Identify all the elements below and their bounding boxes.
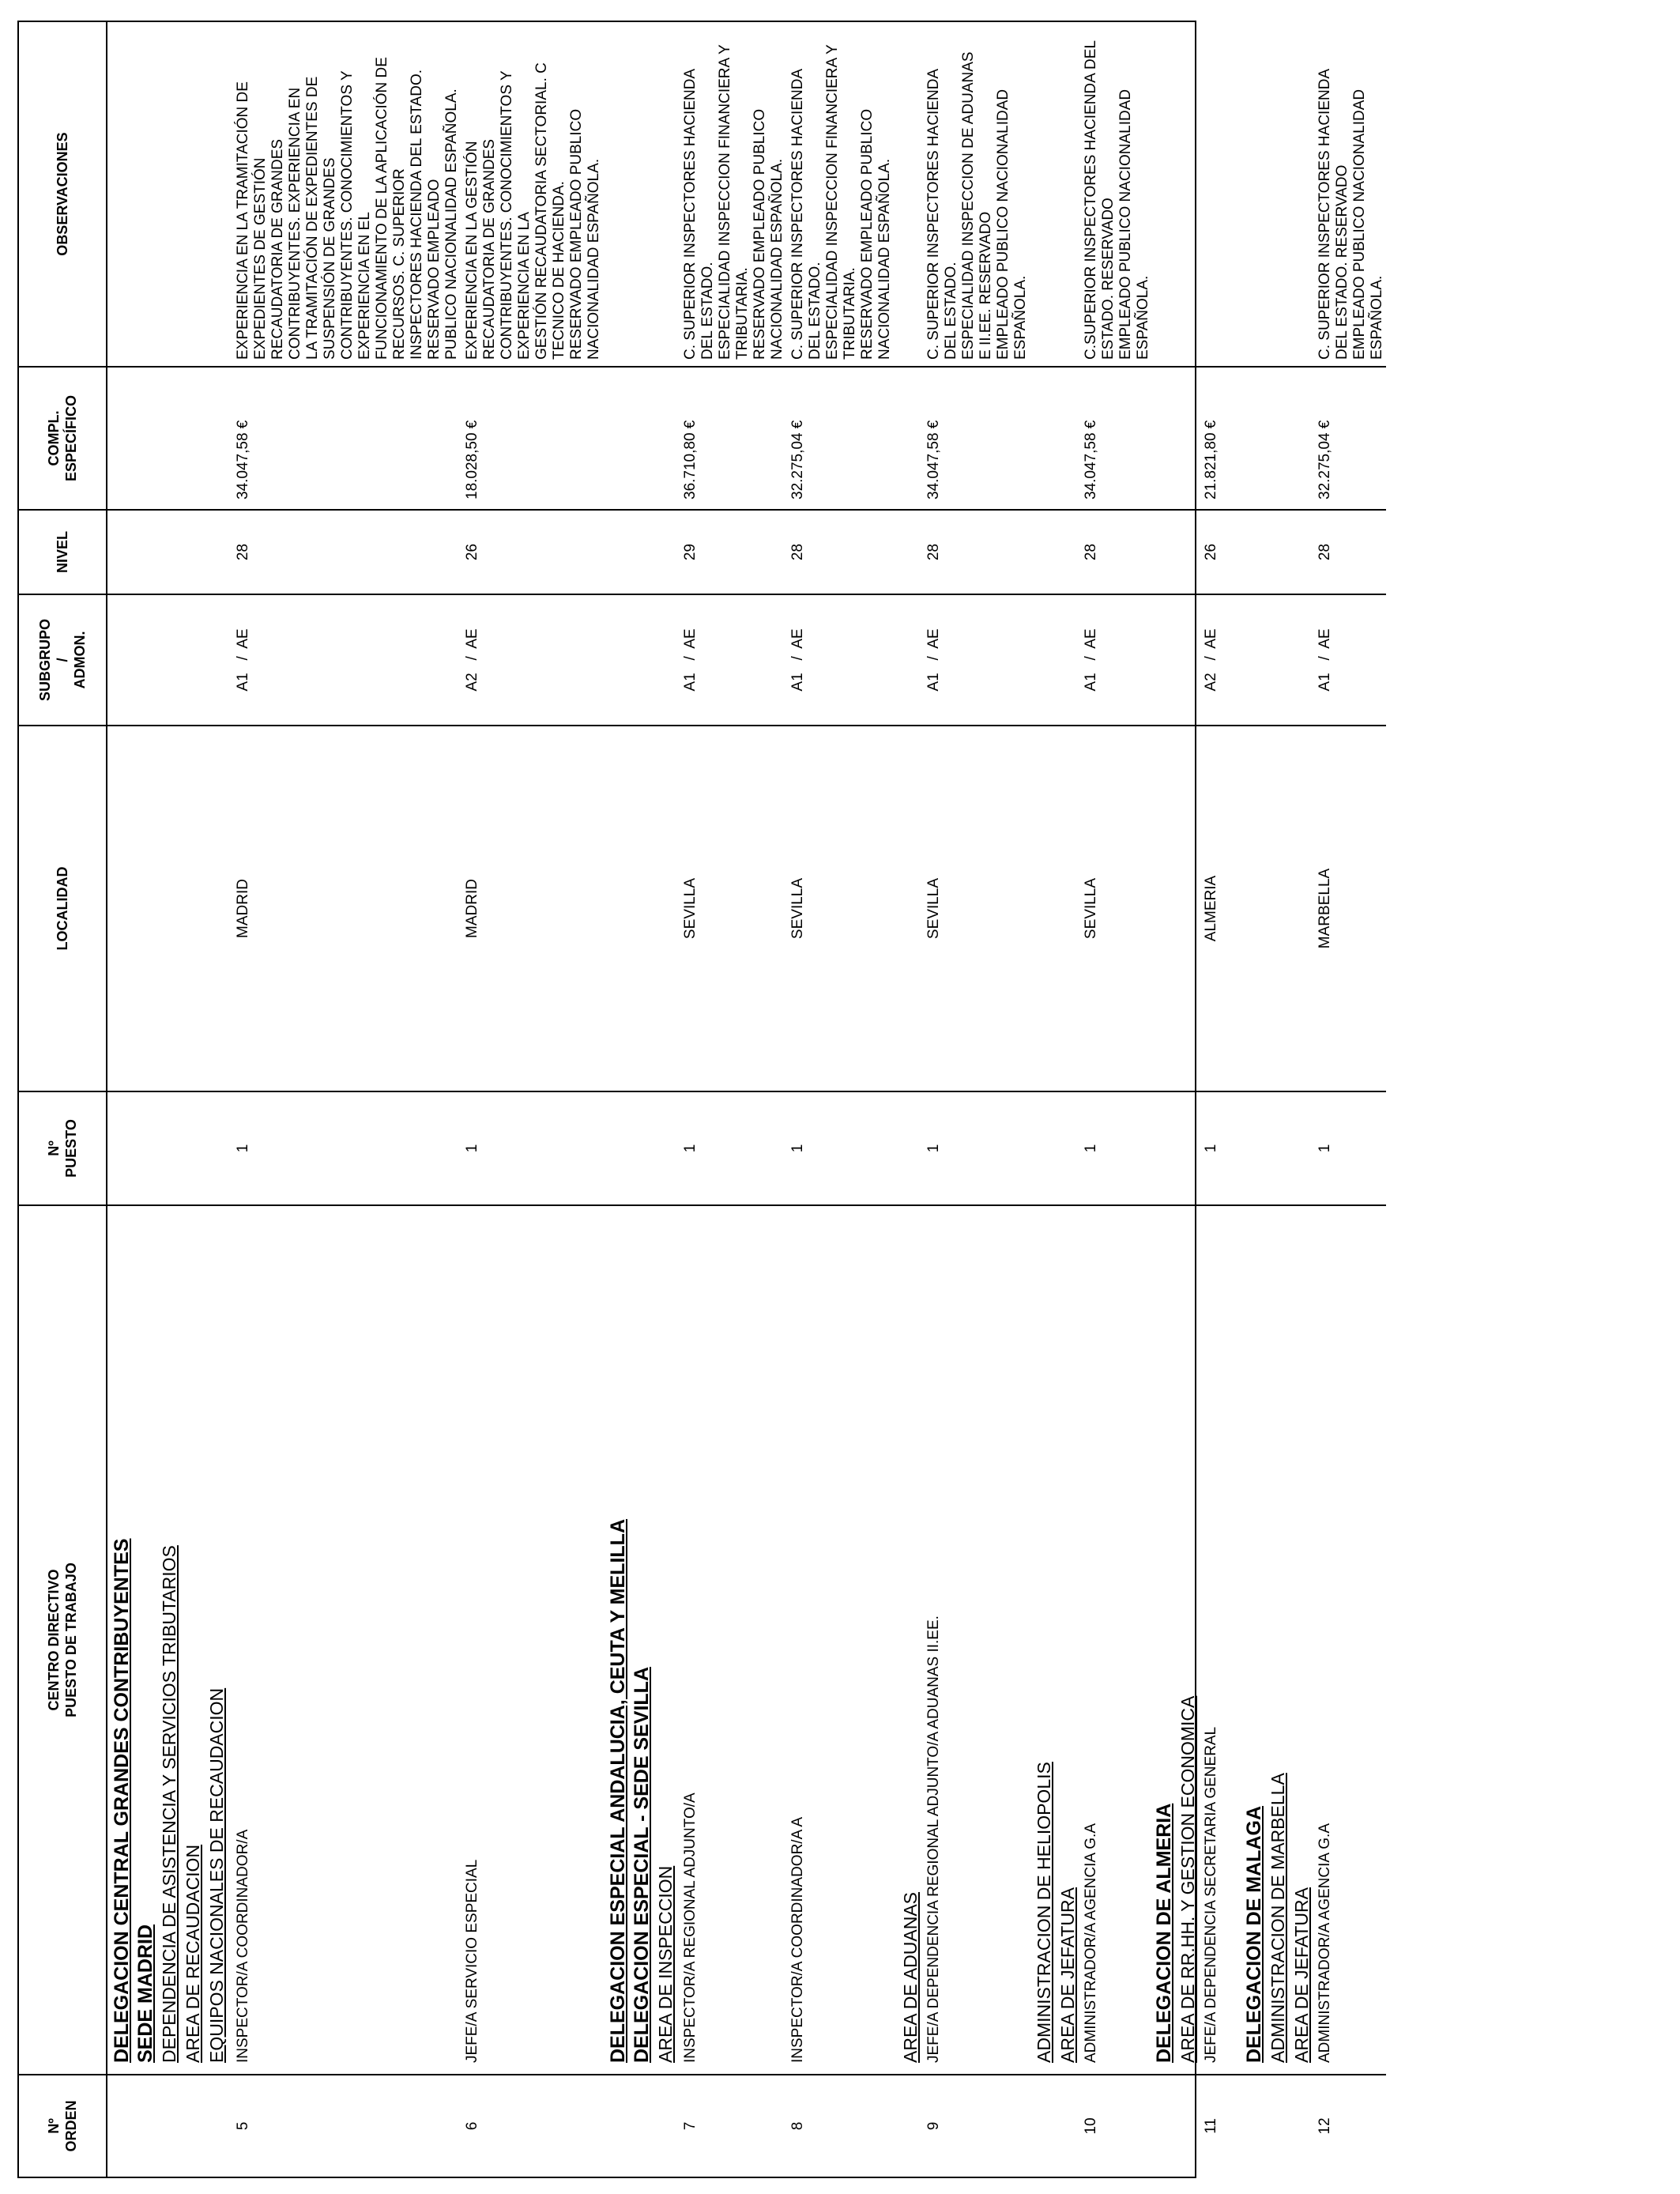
num-puesto-cell: 1 (1079, 1091, 1152, 1205)
num-puesto-cell: 1 (786, 1091, 894, 1205)
observaciones-cell: C. SUPERIOR INSPECTORES HACIENDA DEL ESTADO. ESPECIALIDAD INSPECCION FINANCIERA Y TRIBUTARIA. RESERVADO EMPLEADO PUBLICO NACIONALIDAD ESPAÑOLA. (789, 44, 893, 360)
subgrupo-cell: A2 / AE (461, 594, 603, 726)
compl-cell: 21.821,80 € (1200, 367, 1242, 510)
table-row (1200, 22, 1242, 2177)
col-centro-header: CENTRO DIRECTIVO PUESTO DE TRABAJO (19, 1205, 107, 2075)
col-compl-header: COMPL. ESPECÍFICO (19, 367, 107, 510)
section-subheading: DEPENDENCIA DE ASISTENCIA Y SERVICIOS TRIBUTARIOS (159, 1545, 179, 2063)
nivel-cell: 28 (1313, 510, 1386, 594)
compl-cell: 34.047,58 € (1079, 367, 1152, 510)
section-subheading: AREA DE ADUANAS (900, 1891, 921, 2063)
localidad-cell: MADRID (232, 726, 461, 1091)
num-puesto-cell: 1 (679, 1091, 786, 1205)
orden-cell: 8 (786, 2075, 894, 2177)
puesto-trabajo-cell: JEFE/A DEPENDENCIA REGIONAL ADJUNTO/A ADUANAS II.EE. (922, 1205, 1030, 2075)
section-heading: DELEGACION DE ALMERIA (1153, 1803, 1175, 2063)
table-row (679, 22, 786, 2177)
section-heading: DELEGACION DE MALAGA (1243, 1806, 1265, 2063)
nivel-cell: 28 (786, 510, 894, 594)
puesto-trabajo-cell: INSPECTOR/A COORDINADOR/A A (786, 1205, 894, 2075)
localidad-cell: ALMERIA (1200, 726, 1242, 1091)
section-header-row (603, 22, 679, 2177)
section-header-row (1242, 22, 1313, 2177)
observaciones-cell (1200, 22, 1242, 367)
puesto-trabajo-cell: JEFE/A DEPENDENCIA SECRETARIA GENERAL (1200, 1205, 1242, 2075)
orden-cell: 7 (679, 2075, 786, 2177)
section-header-row (1152, 22, 1200, 2177)
puesto-trabajo-cell: INSPECTOR/A COORDINADOR/A (232, 1205, 461, 2075)
observaciones-cell: C. SUPERIOR INSPECTORES HACIENDA DEL ESTADO. ESPECIALIDAD INSPECCION FINANCIERA Y TRIBUTARIA. RESERVADO EMPLEADO PUBLICO NACIONALIDAD ESPAÑOLA. (682, 44, 785, 360)
observaciones-cell: EXPERIENCIA EN LA GESTIÓN RECAUDATORIA DE GRANDES CONTRIBUYENTES. CONOCIMIENTOS Y EXPERIENCIA EN LA GESTIÓN RECAUDATORIA SECTORIAL. C TECNICO DE HACIENDA. RESERVADO EMPLEADO PUBLICO NACIONALIDAD ESPAÑOLA. (464, 62, 602, 360)
compl-cell: 34.047,58 € (232, 367, 461, 510)
section-subheading: AREA DE JEFATURA (1291, 1887, 1312, 2063)
table-row (461, 22, 603, 2177)
col-orden-header: Nº ORDEN (19, 2075, 107, 2177)
col-nivel-header: NIVEL (19, 510, 107, 594)
section-header-row (1030, 22, 1079, 2177)
compl-cell: 18.028,50 € (461, 367, 603, 510)
section-heading: SEDE MADRID (134, 1924, 156, 2063)
table-row (922, 22, 1030, 2177)
subgrupo-cell: A1 / AE (679, 594, 786, 726)
nivel-cell: 26 (461, 510, 603, 594)
section-header-row (894, 22, 922, 2177)
num-puesto-cell: 1 (461, 1091, 603, 1205)
compl-cell: 34.047,58 € (922, 367, 1030, 510)
section-subheading: AREA DE JEFATURA (1057, 1887, 1078, 2063)
orden-cell: 9 (922, 2075, 1030, 2177)
section-subheading: AREA DE RR.HH. Y GESTION ECONOMICA (1177, 1695, 1198, 2063)
section-subheading: EQUIPOS NACIONALES DE RECAUDACION (206, 1687, 227, 2063)
table-row (1313, 22, 1386, 2177)
positions-table (19, 22, 1386, 2177)
nivel-cell: 29 (679, 510, 786, 594)
compl-cell: 32.275,04 € (786, 367, 894, 510)
observaciones-cell: C. SUPERIOR INSPECTORES HACIENDA DEL ESTADO. ESPECIALIDAD INSPECCION DE ADUANAS E II.EE. RESERVADO EMPLEADO PUBLICO NACIONALIDAD ESPAÑOLA. (925, 51, 1029, 360)
subgrupo-cell: A2 / AE (1200, 594, 1242, 726)
puesto-trabajo-cell: INSPECTOR/A REGIONAL ADJUNTO/A (679, 1205, 786, 2075)
orden-cell: 11 (1200, 2075, 1242, 2177)
subgrupo-cell: A1 / AE (232, 594, 461, 726)
table-header-row (19, 22, 107, 2177)
orden-cell: 12 (1313, 2075, 1386, 2177)
localidad-cell: MADRID (461, 726, 603, 1091)
num-puesto-cell: 1 (232, 1091, 461, 1205)
nivel-cell: 28 (922, 510, 1030, 594)
localidad-cell: SEVILLA (922, 726, 1030, 1091)
section-subheading: ADMINISTRACION DE MARBELLA (1268, 1773, 1288, 2063)
localidad-cell: SEVILLA (1079, 726, 1152, 1091)
section-heading: DELEGACION ESPECIAL ANDALUCIA, CEUTA Y MELILLA (607, 1518, 629, 2063)
nivel-cell: 26 (1200, 510, 1242, 594)
subgrupo-cell: A1 / AE (1313, 594, 1386, 726)
orden-cell: 10 (1079, 2075, 1152, 2177)
nivel-cell: 28 (232, 510, 461, 594)
puesto-trabajo-cell: ADMINISTRADOR/A AGENCIA G.A (1313, 1205, 1386, 2075)
section-heading: DELEGACION ESPECIAL - SEDE SEVILLA (631, 1666, 653, 2063)
col-puesto-header: Nº PUESTO (19, 1091, 107, 1205)
orden-cell: 5 (232, 2075, 461, 2177)
table-row (232, 22, 461, 2177)
nivel-cell: 28 (1079, 510, 1152, 594)
localidad-cell: SEVILLA (786, 726, 894, 1091)
observaciones-cell: C. SUPERIOR INSPECTORES HACIENDA DEL ESTADO. RESERVADO EMPLEADO PUBLICO NACIONALIDAD ESPAÑOLA. (1317, 69, 1385, 360)
observaciones-cell: C.SUPERIOR INSPECTORES HACIENDA DEL ESTADO. RESERVADO EMPLEADO PUBLICO NACIONALIDAD ESPAÑOLA. (1083, 40, 1151, 360)
orden-cell: 6 (461, 2075, 603, 2177)
puesto-trabajo-cell: ADMINISTRADOR/A AGENCIA G.A (1079, 1205, 1152, 2075)
col-subgrupo-header: SUBGRUPO / ADMON. (19, 594, 107, 726)
section-heading: DELEGACION CENTRAL GRANDES CONTRIBUYENTES (111, 1538, 133, 2063)
compl-cell: 36.710,80 € (679, 367, 786, 510)
puesto-trabajo-cell: JEFE/A SERVICIO ESPECIAL (461, 1205, 603, 2075)
num-puesto-cell: 1 (1313, 1091, 1386, 1205)
localidad-cell: MARBELLA (1313, 726, 1386, 1091)
section-header-row (107, 22, 232, 2177)
table-row (1079, 22, 1152, 2177)
num-puesto-cell: 1 (1200, 1091, 1242, 1205)
subgrupo-cell: A1 / AE (786, 594, 894, 726)
section-subheading: AREA DE INSPECCION (655, 1865, 676, 2063)
section-subheading: AREA DE RECAUDACION (183, 1844, 203, 2063)
section-subheading: ADMINISTRACION DE HELIOPOLIS (1034, 1762, 1054, 2063)
num-puesto-cell: 1 (922, 1091, 1030, 1205)
col-observaciones-header: OBSERVACIONES (19, 22, 107, 367)
subgrupo-cell: A1 / AE (1079, 594, 1152, 726)
subgrupo-cell: A1 / AE (922, 594, 1030, 726)
col-localidad-header: LOCALIDAD (19, 726, 107, 1091)
compl-cell: 32.275,04 € (1313, 367, 1386, 510)
positions-table-frame (17, 21, 1385, 2178)
table-row (786, 22, 894, 2177)
localidad-cell: SEVILLA (679, 726, 786, 1091)
observaciones-cell: EXPERIENCIA EN LA TRAMITACIÓN DE EXPEDIENTES DE GESTIÓN RECAUDATORIA DE GRANDES CONTRIBUYENTES. EXPERIENCIA EN LA TRAMITACIÓN DE EXPEDIENTES DE SUSPENSIÓN DE GRANDES CONTRIBUYENTES. CONOCIMIENTOS Y EXPERIENCIA EN EL FUNCIONAMIENTO DE LA APLICACIÓN DE RECURSOS. C. SUPERIOR INSPECTORES HACIENDA DEL ESTADO. RESERVADO EMPLEADO PUBLICO NACIONALIDAD ESPAÑOLA. (235, 57, 460, 360)
